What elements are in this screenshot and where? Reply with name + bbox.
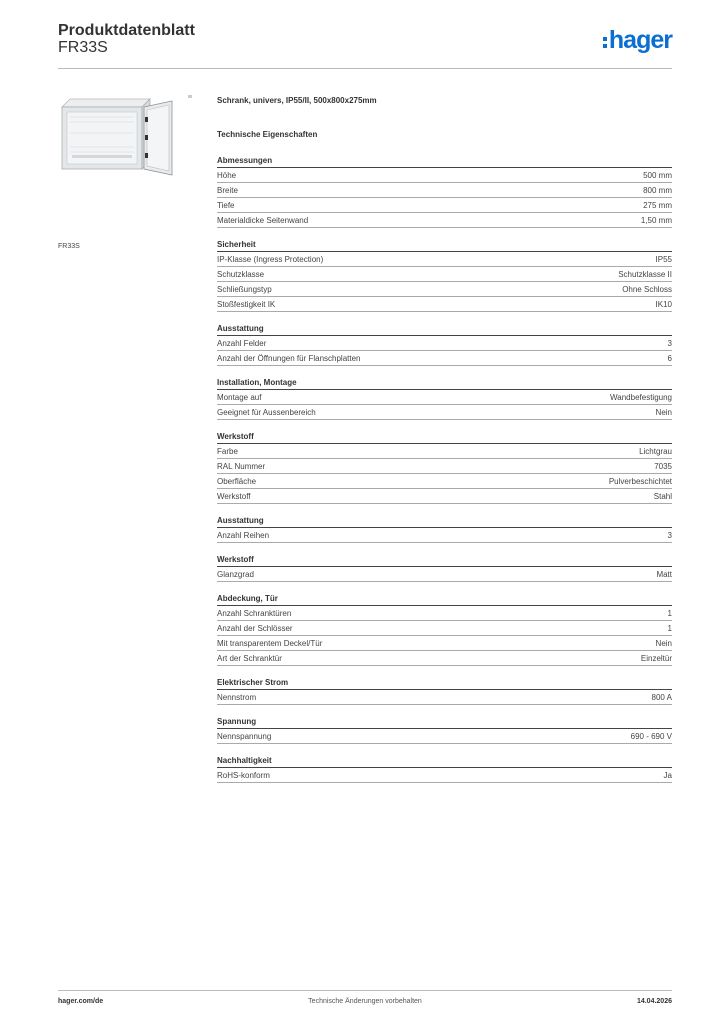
spec-row: [217, 567, 672, 582]
spec-row: [217, 183, 672, 198]
spec-label: Breite: [217, 185, 238, 195]
product-code: FR33S: [58, 39, 108, 56]
spec-label: Art der Schranktür: [217, 653, 282, 663]
spec-value: 800 mm: [643, 185, 672, 195]
section-title: Werkstoff: [217, 432, 672, 444]
spec-value: Pulverbeschichtet: [608, 476, 672, 486]
spec-section: [217, 240, 672, 312]
spec-sections: [217, 156, 672, 783]
spec-label: Höhe: [217, 170, 237, 180]
spec-label: RAL Nummer: [217, 461, 266, 471]
section-title: Ausstattung: [217, 516, 672, 528]
spec-section: [217, 516, 672, 543]
spec-value: 6: [667, 353, 672, 363]
spec-row: [217, 768, 672, 783]
spec-label: RoHS-konform: [217, 770, 270, 780]
spec-label: Anzahl der Schlösser: [217, 623, 293, 633]
spec-row: [217, 459, 672, 474]
section-title: Installation, Montage: [217, 378, 672, 390]
spec-row: [217, 474, 672, 489]
spec-value: Lichtgrau: [639, 446, 672, 456]
cabinet-photo: [58, 95, 204, 235]
spec-value: Schutzklasse II: [618, 269, 672, 279]
spec-label: Schutzklasse: [217, 269, 265, 279]
spec-row: [217, 336, 672, 351]
spec-value: IP55: [655, 254, 672, 264]
logo-text: hager: [608, 26, 672, 54]
spec-label: Schließungstyp: [217, 284, 272, 294]
spec-section: [217, 156, 672, 228]
spec-section: [217, 555, 672, 582]
page-header: [58, 22, 672, 68]
spec-value: 1,50 mm: [640, 215, 672, 225]
spec-label: IP-Klasse (Ingress Protection): [217, 254, 324, 264]
spec-label: Mit transparentem Deckel/Tür: [217, 638, 323, 648]
spec-row: [217, 405, 672, 420]
spec-label: Anzahl der Öffnungen für Flanschplatten: [217, 353, 361, 363]
spec-label: Stoßfestigkeit IK: [217, 299, 276, 309]
spec-value: Matt: [656, 569, 672, 579]
spec-value: 3: [667, 338, 672, 348]
spec-section: [217, 756, 672, 783]
spec-section: [217, 324, 672, 366]
spec-label: Anzahl Reihen: [217, 530, 270, 540]
spec-row: [217, 690, 672, 705]
section-title: Ausstattung: [217, 324, 672, 336]
section-title: Werkstoff: [217, 555, 672, 567]
spec-row: [217, 444, 672, 459]
section-title: Nachhaltigkeit: [217, 756, 672, 768]
spec-value: 800 A: [651, 692, 672, 702]
hager-logo: [603, 28, 672, 53]
spec-value: Stahl: [653, 491, 672, 501]
spec-row: [217, 168, 672, 183]
spec-value: IK10: [655, 299, 672, 309]
footer-divider: [58, 990, 672, 991]
document-title: Produktdatenblatt: [58, 22, 195, 39]
spec-value: 690 - 690 V: [630, 731, 672, 741]
spec-row: [217, 198, 672, 213]
spec-row: [217, 651, 672, 666]
section-title: Abmessungen: [217, 156, 672, 168]
spec-row: [217, 213, 672, 228]
spec-row: [217, 729, 672, 744]
product-description: Schrank, univers, IP55/II, 500x800x275mm: [217, 96, 377, 105]
spec-row: [217, 282, 672, 297]
spec-section: [217, 594, 672, 666]
section-title: Sicherheit: [217, 240, 672, 252]
spec-row: [217, 351, 672, 366]
spec-row: [217, 636, 672, 651]
spec-content: [217, 96, 672, 783]
spec-section: [217, 678, 672, 705]
section-title: Abdeckung, Tür: [217, 594, 672, 606]
spec-value: 3: [667, 530, 672, 540]
spec-value: Einzeltür: [640, 653, 672, 663]
spec-label: Oberfläche: [217, 476, 257, 486]
spec-row: [217, 390, 672, 405]
page-footer: [58, 998, 672, 1012]
spec-label: Geeignet für Aussenbereich: [217, 407, 316, 417]
spec-value: 500 mm: [643, 170, 672, 180]
spec-label: Materialdicke Seitenwand: [217, 215, 309, 225]
spec-label: Werkstoff: [217, 491, 251, 501]
spec-value: Nein: [655, 638, 672, 648]
spec-label: Tiefe: [217, 200, 235, 210]
spec-value: Ohne Schloss: [622, 284, 672, 294]
spec-label: Montage auf: [217, 392, 262, 402]
spec-section: [217, 717, 672, 744]
footer-date: 14.04.2026: [636, 998, 672, 1005]
spec-label: Nennstrom: [217, 692, 257, 702]
spec-row: [217, 297, 672, 312]
spec-row: [217, 606, 672, 621]
spec-section: [217, 378, 672, 420]
spec-label: Farbe: [217, 446, 238, 456]
logo-dots-icon: [603, 37, 607, 48]
footer-website: hager.com/de: [58, 998, 104, 1005]
spec-value: 1: [667, 623, 672, 633]
spec-row: [217, 489, 672, 504]
spec-value: 275 mm: [643, 200, 672, 210]
spec-value: 7035: [654, 461, 672, 471]
spec-value: Wandbefestigung: [610, 392, 672, 402]
spec-label: Glanzgrad: [217, 569, 254, 579]
section-title: Spannung: [217, 717, 672, 729]
spec-row: [217, 621, 672, 636]
spec-row: [217, 528, 672, 543]
spec-section: [217, 432, 672, 504]
image-caption: FR33S: [58, 243, 80, 250]
spec-value: Nein: [655, 407, 672, 417]
section-title: Elektrischer Strom: [217, 678, 672, 690]
spec-label: Nennspannung: [217, 731, 272, 741]
spec-row: [217, 252, 672, 267]
spec-value: 1: [667, 608, 672, 618]
spec-label: Anzahl Felder: [217, 338, 267, 348]
technical-properties-heading: Technische Eigenschaften: [217, 130, 318, 139]
spec-value: Ja: [663, 770, 672, 780]
spec-label: Anzahl Schranktüren: [217, 608, 292, 618]
header-divider: [58, 68, 672, 69]
spec-row: [217, 267, 672, 282]
footer-notice: Technische Änderungen vorbehalten: [308, 998, 422, 1005]
